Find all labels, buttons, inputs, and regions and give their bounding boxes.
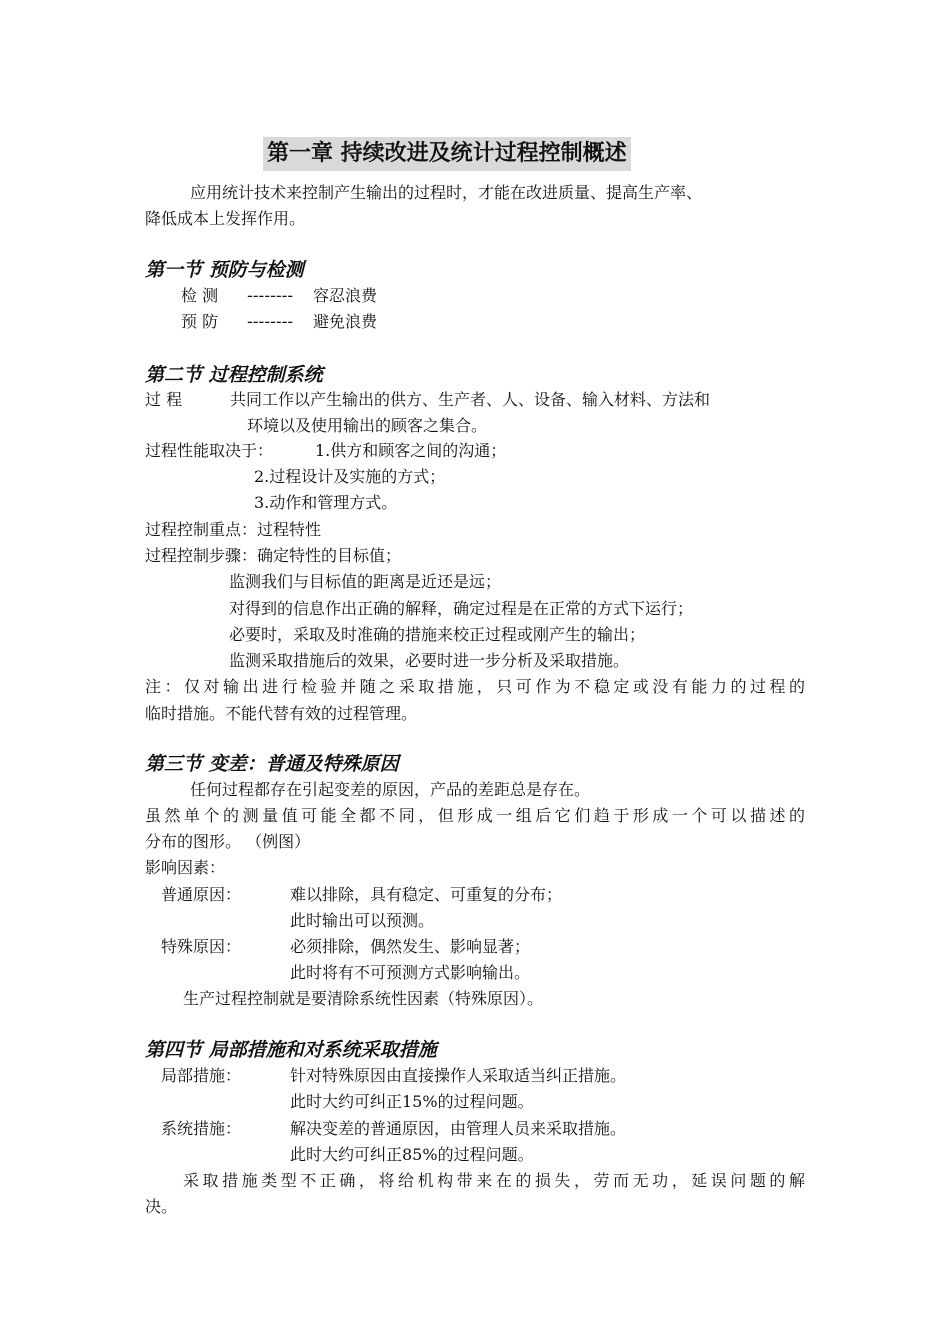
s4-system-label: 系统措施： [161, 1119, 242, 1138]
s4-local-1: 针对特殊原因由直接操作人采取适当纠正措施。 [290, 1066, 627, 1085]
s2-note-2: 临时措施。不能代替有效的过程管理。 [145, 704, 418, 723]
s2-step-5: 监测采取措施后的效果，必要时进一步分析及采取措施。 [229, 651, 630, 670]
s2-note-1: 注：仅对输出进行检验并随之采取措施，只可作为不稳定或没有能力的过程的 [145, 677, 805, 696]
section-3-heading: 第三节 变差：普通及特殊原因 [145, 753, 399, 775]
s1-desc-prevent: 避免浪费 [313, 312, 378, 331]
s3-common-1: 难以排除，具有稳定、可重复的分布； [290, 885, 563, 904]
s4-local-label: 局部措施： [161, 1066, 242, 1085]
s4-end-2: 决。 [145, 1197, 178, 1216]
s2-step-2: 监测我们与目标值的距离是近还是远； [229, 572, 502, 591]
s1-term-detect: 检 测 [181, 286, 219, 305]
s2-process-def-2: 环境以及使用输出的顾客之集合。 [247, 416, 488, 435]
s1-desc-detect: 容忍浪费 [313, 286, 378, 305]
s2-steps-label: 过程控制步骤：确定特性的目标值； [145, 546, 402, 565]
s2-perf-item-3: 3.动作和管理方式。 [254, 493, 398, 512]
s1-term-prevent: 预 防 [181, 312, 219, 331]
s3-special-2: 此时将有不可预测方式影响输出。 [290, 963, 531, 982]
section-4-heading: 第四节 局部措施和对系统采取措施 [145, 1039, 437, 1061]
s3-common-label: 普通原因： [161, 885, 242, 904]
s2-process-def-1: 共同工作以产生输出的供方、生产者、人、设备、输入材料、方法和 [230, 390, 711, 409]
s2-step-4: 必要时，采取及时准确的措施来校正过程或刚产生的输出； [229, 625, 646, 644]
s3-summary: 生产过程控制就是要清除系统性因素（特殊原因）。 [183, 989, 544, 1008]
s2-perf-item-1: 1.供方和顾客之间的沟通； [315, 441, 507, 460]
s3-special-label: 特殊原因： [161, 937, 242, 956]
s2-process-term: 过 程 [145, 390, 183, 409]
s2-perf-label: 过程性能取决于： [145, 441, 274, 460]
s4-local-2: 此时大约可纠正15%的过程问题。 [290, 1092, 534, 1111]
s3-special-1: 必须排除，偶然发生、影响显著； [290, 937, 531, 956]
s2-step-3: 对得到的信息作出正确的解释，确定过程是在正常的方式下运行； [229, 599, 694, 618]
section-2-heading: 第二节 过程控制系统 [145, 364, 323, 386]
s3-common-2: 此时输出可以预测。 [290, 911, 435, 930]
s3-para-2a: 虽然单个的测量值可能全都不同，但形成一组后它们趋于形成一个可以描述的 [145, 806, 805, 825]
chapter-title: 第一章 持续改进及统计过程控制概述 [263, 137, 631, 171]
s3-para-2b: 分布的图形。 （例图） [145, 832, 311, 851]
section-1-heading: 第一节 预防与检测 [145, 259, 304, 281]
s1-dash-2: -------- [247, 312, 294, 331]
s2-perf-item-2: 2.过程设计及实施的方式； [254, 467, 446, 486]
s3-factors-label: 影响因素： [145, 858, 226, 877]
s3-para-1: 任何过程都存在引起变差的原因，产品的差距总是存在。 [190, 780, 591, 799]
intro-line-2: 降低成本上发挥作用。 [145, 209, 306, 228]
s1-dash-1: -------- [247, 286, 294, 305]
s4-system-1: 解决变差的普通原因，由管理人员来采取措施。 [290, 1119, 627, 1138]
intro-line-1: 应用统计技术来控制产生输出的过程时，才能在改进质量、提高生产率、 [190, 183, 703, 202]
s4-system-2: 此时大约可纠正85%的过程问题。 [290, 1145, 534, 1164]
s4-end-1: 采取措施类型不正确，将给机构带来在的损失，劳而无功，延误问题的解 [183, 1171, 805, 1190]
s2-focus: 过程控制重点：过程特性 [145, 520, 322, 539]
